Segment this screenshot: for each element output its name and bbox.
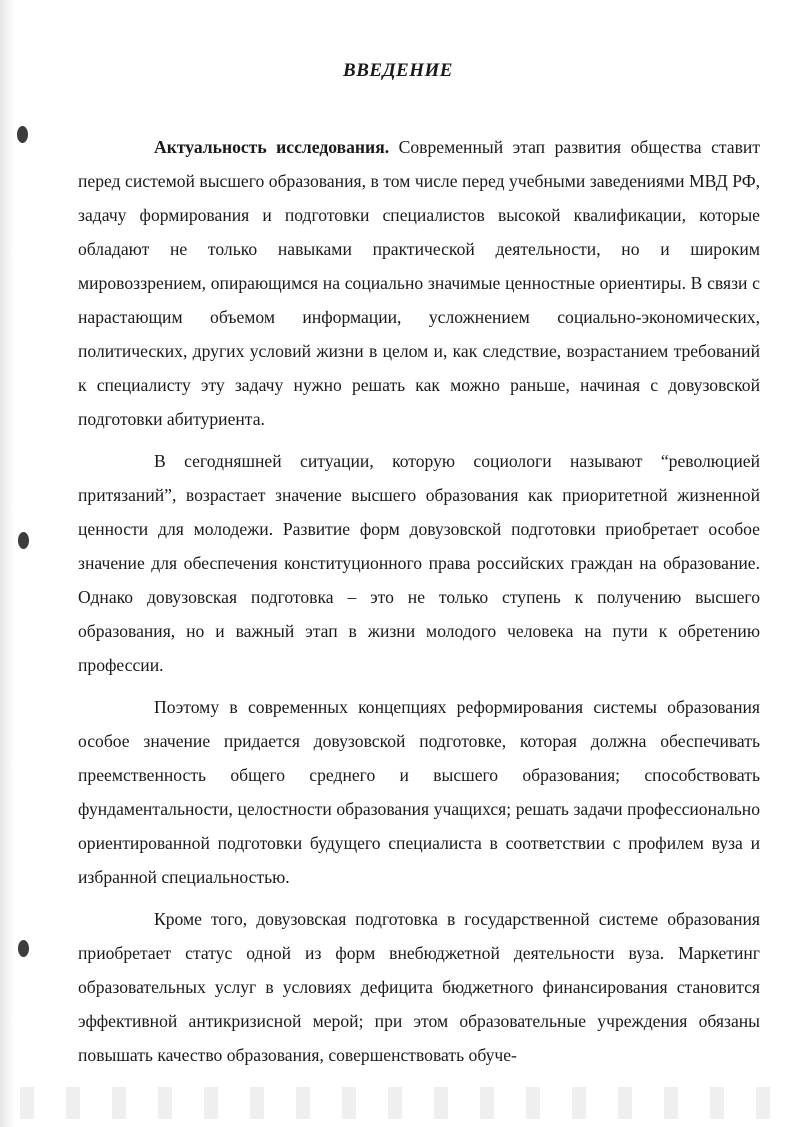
punch-hole-top	[17, 126, 28, 143]
paragraph: Кроме того, довузовская подготовка в государственной системе образования приобретает статус одной из форм внебюджетной деятельности вуза. Маркетинг образовательных услуг в условиях дефицита бюджетного финансирования становится эффективной антикризисной мерой; при этом образовательные учреждения обязаны повышать качество образования, совершенствовать обуче-	[78, 909, 760, 1065]
paragraph-text: Современный этап развития общества ставит перед системой высшего образования, в том числе перед учебными заведениями МВД РФ, задачу формирования и подготовки специалистов высокой квалификации, которые обладают не только навыками практической деятельности, но и широким мировоззрением, опирающимся на социально значимые ценностные ориентиры. В связи с нарастающим объемом информации, усложнением социально-экономических, политических, других условий жизни в целом и, как следствие, возрастанием требований к специалисту эту задачу нужно решать как можно раньше, начиная с довузовской подготовки абитуриента.	[78, 137, 761, 429]
punch-hole-middle	[18, 532, 29, 549]
page-title: ВВЕДЕНИЕ	[343, 60, 453, 81]
paragraph-lead: Актуальность исследования.	[154, 137, 390, 157]
scan-edge-shadow	[0, 0, 14, 1127]
paragraph: В сегодняшней ситуации, которую социологи называют “революцией притязаний”, возрастает значение высшего образования как приоритетной жизненной ценности для молодежи. Развитие форм довузовской подготовки приобретает особое значение для обеспечения конституционного права российских граждан на образование. Однако довузовская подготовка – это не только ступень к получению высшего образования, но и важный этап в жизни молодого человека на пути к обретению профессии.	[78, 451, 760, 675]
punch-hole-bottom	[18, 940, 29, 957]
paragraph: Поэтому в современных концепциях реформирования системы образования особое значение придается довузовской подготовке, которая должна обеспечивать преемственность общего среднего и высшего образования; способствовать фундаментальности, целостности образования учащихся; решать задачи профессионально ориентированной подготовки будущего специалиста в соответствии с профилем вуза и избранной специальностью.	[78, 697, 760, 887]
paragraph-relevance	[78, 130, 760, 436]
body-text	[78, 130, 760, 1080]
scan-noise-bottom	[20, 1087, 790, 1119]
